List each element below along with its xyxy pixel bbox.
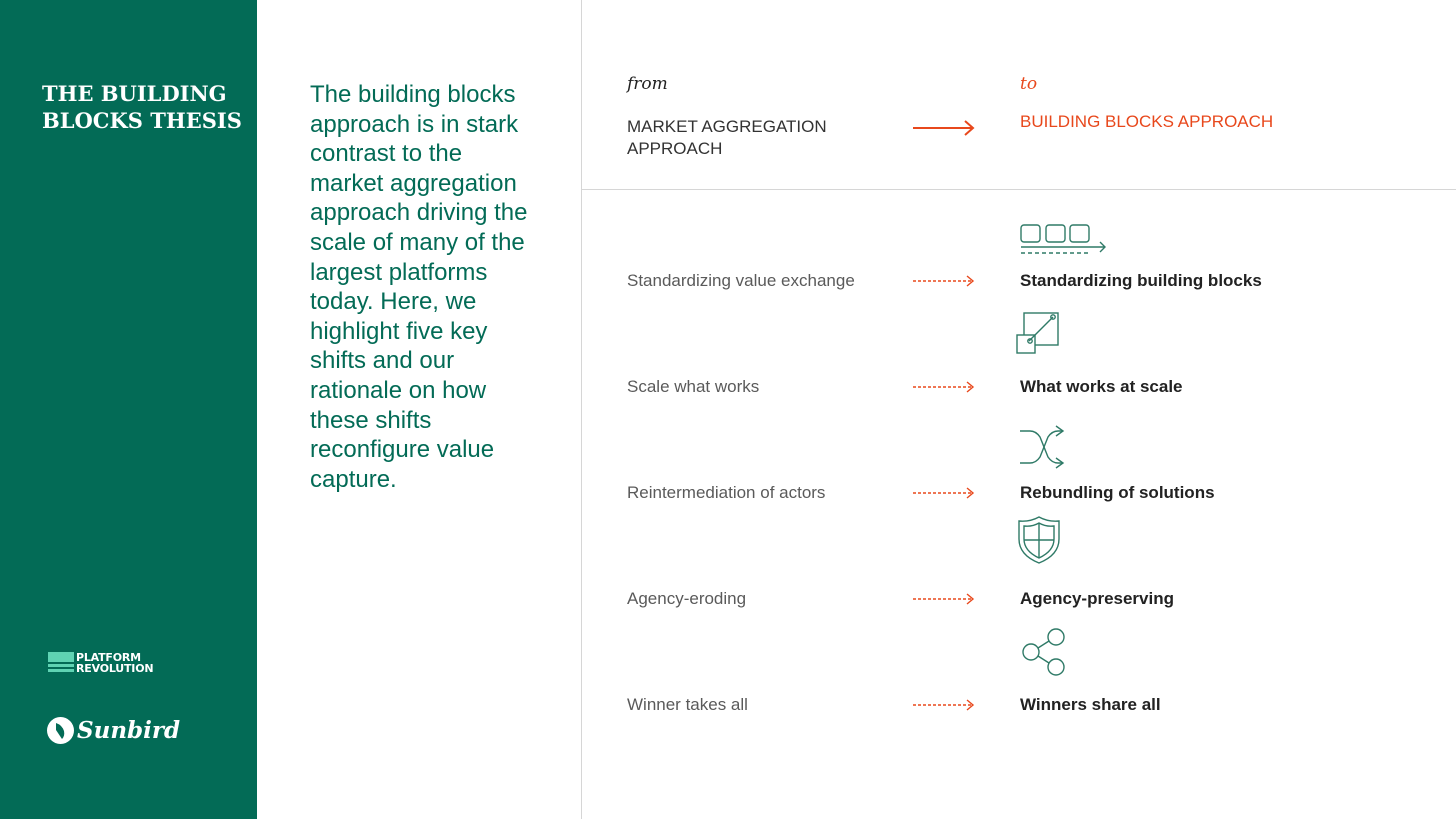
dotted-arrow-icon: [912, 274, 976, 293]
sidebar: [0, 0, 257, 819]
sunbird-bird-icon: [47, 717, 74, 744]
shift-to-1: Standardizing building blocks: [1020, 271, 1262, 290]
from-label: from: [627, 74, 668, 94]
intro-paragraph: The building blocks approach is in stark contrast to the market aggregation approach driving the scale of many of the largest platforms today. Here, we highlight five key shifts and our rationale on how these shifts reconfigure value capture.: [310, 81, 528, 493]
dotted-arrow-icon: [912, 486, 976, 505]
dotted-arrow-icon: [912, 592, 976, 611]
from-approach: MARKET AGGREGATION APPROACH: [627, 117, 827, 158]
platform-revolution-logo: [48, 652, 168, 676]
sunbird-logo-text: Sunbird: [77, 717, 181, 744]
platform-revolution-line1: PLATFORM: [76, 651, 141, 664]
platform-revolution-line2: REVOLUTION: [76, 662, 154, 675]
shift-to-3: Rebundling of solutions: [1020, 483, 1215, 502]
shift-from-3: Reintermediation of actors: [627, 483, 826, 502]
sunbird-logo: [47, 716, 187, 748]
horizontal-divider: [582, 189, 1456, 190]
vertical-divider: [581, 0, 582, 819]
shift-to-4: Agency-preserving: [1020, 589, 1174, 608]
building-blocks-icon: [1019, 223, 1111, 262]
shift-to-5: Winners share all: [1020, 695, 1161, 714]
dotted-arrow-icon: [912, 380, 976, 399]
shift-from-5: Winner takes all: [627, 695, 748, 714]
shuffle-icon: [1018, 425, 1068, 474]
share-icon: [1020, 627, 1068, 682]
shift-from-4: Agency-eroding: [627, 589, 747, 608]
shift-from-2: Scale what works: [627, 377, 760, 396]
shift-from-1: Standardizing value exchange: [627, 271, 855, 290]
shift-to-2: What works at scale: [1020, 377, 1183, 396]
dotted-arrow-icon: [912, 698, 976, 717]
header-arrow-icon: [912, 119, 976, 142]
page-title: THE BUILDING BLOCKS THESIS: [42, 81, 242, 133]
shield-icon: [1016, 515, 1062, 570]
scale-expand-icon: [1015, 311, 1061, 360]
to-approach: BUILDING BLOCKS APPROACH: [1020, 112, 1274, 131]
platform-revolution-logo-icon: [48, 652, 74, 674]
to-label: to: [1020, 74, 1038, 94]
